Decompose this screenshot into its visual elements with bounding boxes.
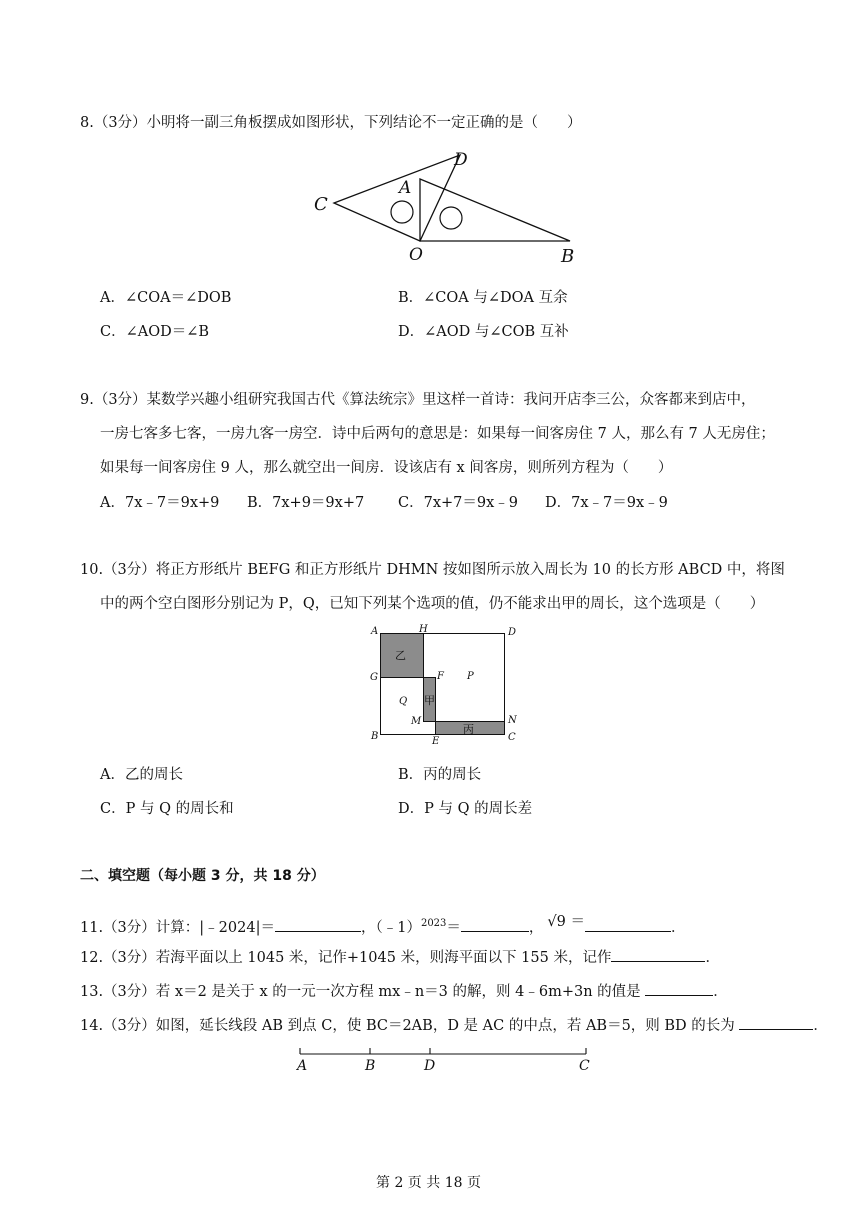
q14-label-a: A: [297, 1058, 308, 1074]
q10-line-1: 10.（3分）将正方形纸片 BEFG 和正方形纸片 DHMN 按如图所示放入周长为 10 的长方形 ABCD 中，将图: [80, 562, 785, 578]
section-2-title: 二、填空题（每小题 3 分，共 18 分）: [80, 868, 325, 884]
q10-label-g: G: [370, 672, 378, 683]
q10-label-f: F: [437, 671, 444, 682]
q11-text-b: ，（﹣1）: [360, 920, 421, 936]
q8-label-a: A: [399, 178, 412, 198]
q11-text-c: ＝: [446, 920, 461, 936]
q8-figure: [300, 145, 600, 270]
q9-option-c: C．7x+7＝9x﹣9: [398, 495, 518, 511]
q10-label-yi: 乙: [395, 649, 406, 662]
q9-option-a: A．7x﹣7＝9x+9: [100, 495, 220, 511]
q14-label-b: B: [365, 1058, 376, 1074]
q11-exponent: 2023: [420, 918, 447, 930]
page-footer: 第 2 页 共 18 页: [376, 1175, 481, 1191]
q8-option-c: C．∠AOD＝∠B: [100, 324, 210, 340]
q12: [80, 946, 720, 967]
q10-label-p: P: [467, 671, 474, 682]
q10-label-m: M: [411, 716, 422, 727]
q14-blank[interactable]: [739, 1015, 813, 1030]
q8-label-b: B: [561, 246, 575, 267]
q11-text-a: 11.（3分）计算：|﹣2024|＝: [80, 920, 275, 936]
q10-option-c: C．P 与 Q 的周长和: [100, 801, 234, 817]
q10-label-c: C: [508, 732, 516, 743]
q13-end: ．: [713, 984, 728, 1000]
q10-line-2: 中的两个空白图形分别记为 P，Q，已知下列某个选项的值，仍不能求出甲的周长，这个选项是（ ）: [100, 596, 765, 612]
q10-label-n: N: [508, 715, 517, 726]
q10-option-a: A．乙的周长: [100, 767, 183, 783]
q10-option-b: B．丙的周长: [398, 767, 482, 783]
q8-label-c: C: [314, 194, 328, 215]
q14-end: ．: [813, 1018, 828, 1034]
q8-stem: 8.（3分）小明将一副三角板摆成如图形状，下列结论不一定正确的是（ ）: [80, 115, 582, 131]
q10-label-e: E: [432, 736, 440, 747]
q13-blank[interactable]: [645, 981, 713, 996]
q10-label-h: H: [419, 624, 428, 635]
q10-label-jia: 甲: [424, 694, 435, 707]
q13: [80, 980, 728, 1001]
q12-end: ．: [705, 950, 720, 966]
q11-blank-1[interactable]: [275, 917, 361, 932]
q8-option-b: B．∠COA 与∠DOA 互余: [398, 290, 568, 306]
q10-label-b: B: [371, 731, 379, 742]
q9-option-d: D．7x﹣7＝9x﹣9: [545, 495, 668, 511]
q10-label-d: D: [508, 627, 517, 638]
q10-option-d: D．P 与 Q 的周长差: [398, 801, 533, 817]
q10-label-a: A: [371, 626, 379, 637]
q14: [80, 1014, 828, 1035]
q12-blank[interactable]: [611, 947, 705, 962]
q11-blank-3[interactable]: [585, 917, 671, 932]
q13-text: 13.（3分）若 x＝2 是关于 x 的一元一次方程 mx﹣n＝3 的解，则 4﹣6m+3n 的值是: [80, 984, 641, 1000]
q11-text-d: ，: [528, 920, 544, 936]
q9-option-b: B．7x+9＝9x+7: [247, 495, 365, 511]
q8-option-d: D．∠AOD 与∠COB 互补: [398, 324, 569, 340]
q14-text: 14.（3分）如图，延长线段 AB 到点 C，使 BC＝2AB，D 是 AC 的中点，若 AB＝5，则 BD 的长为: [80, 1018, 735, 1034]
q9-line-2: 一房七客多七客，一房九客一房空．诗中后两句的意思是：如果每一间客房住 7 人，那么有 7 人无房住；: [100, 426, 775, 442]
q10-label-q: Q: [399, 696, 408, 707]
q8-label-o: O: [409, 245, 423, 265]
q9-line-3: 如果每一间客房住 9 人，那么就空出一间房．设该店有 x 间客房，则所列方程为（ ）: [100, 460, 673, 476]
q8-option-a: A．∠COA＝∠DOB: [100, 290, 232, 306]
q14-label-c: C: [579, 1058, 590, 1074]
q11: [80, 916, 685, 937]
q8-label-d: D: [454, 150, 468, 170]
q11-blank-2[interactable]: [461, 917, 529, 932]
q10-label-bing: 丙: [463, 723, 474, 736]
q9-line-1: 9.（3分）某数学兴趣小组研究我国古代《算法统宗》里这样一首诗：我问开店李三公，众客都来到店中，: [80, 392, 756, 408]
q14-segment-figure: [296, 1046, 592, 1060]
q12-text: 12.（3分）若海平面以上 1045 米，记作+1045 米，则海平面以下 155 米，记作: [80, 950, 612, 966]
q14-label-d: D: [424, 1058, 436, 1074]
q11-sqrt: √9 ＝: [547, 914, 585, 930]
q11-end: ．: [670, 920, 686, 936]
